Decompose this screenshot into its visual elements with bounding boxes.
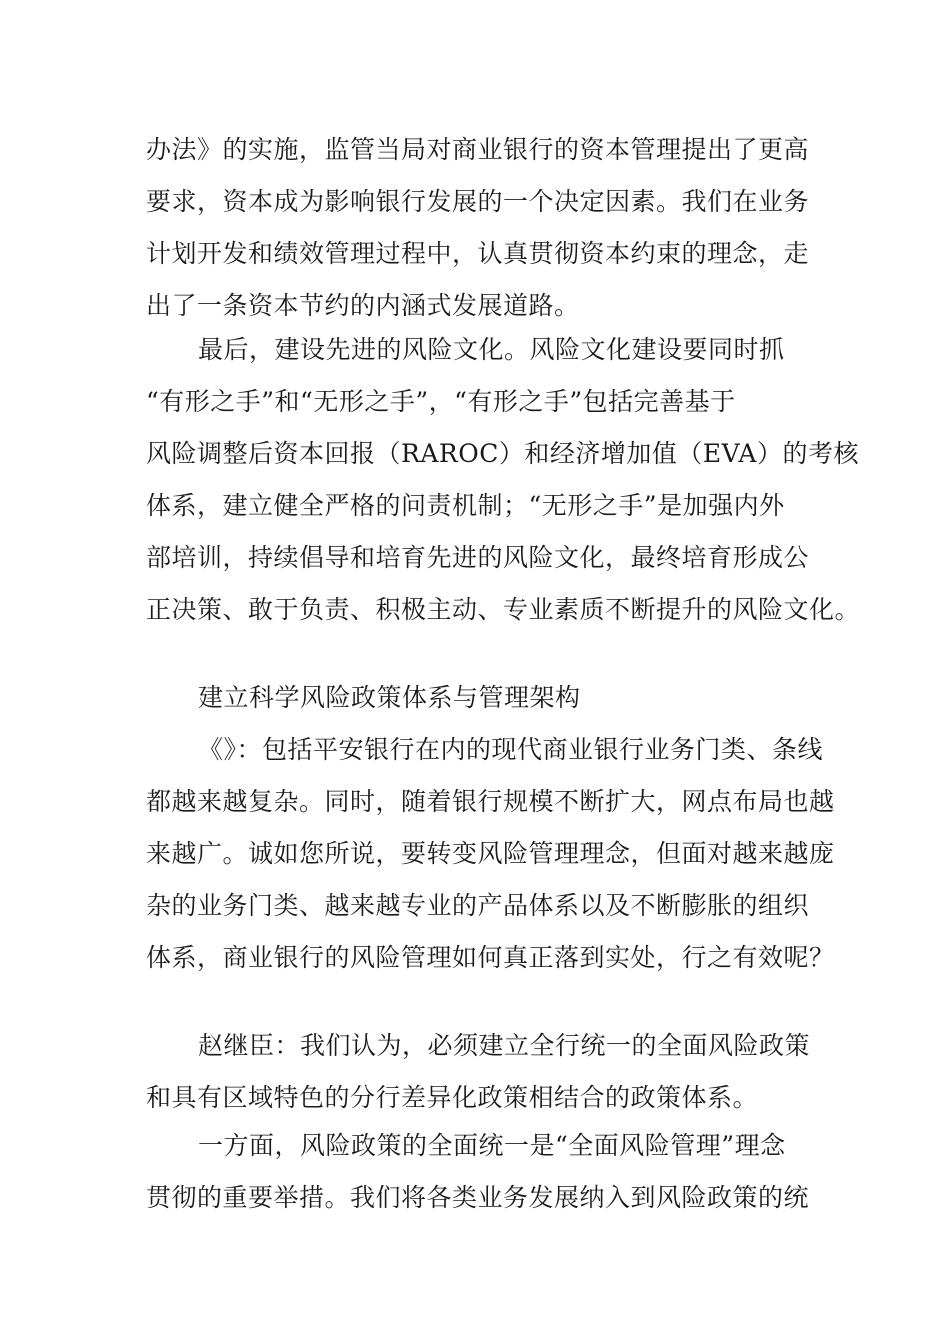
paragraph-line: 办法》的实施，监管当局对商业银行的资本管理提出了更高	[146, 135, 810, 164]
paragraph-line: 来越广。诚如您所说，要转变风险管理理念，但面对越来越庞	[146, 839, 835, 868]
paragraph-line: 最后，建设先进的风险文化。风险文化建设要同时抓	[198, 335, 785, 364]
paragraph-line: 出了一条资本节约的内涵式发展道路。	[146, 291, 580, 320]
paragraph-line: 杂的业务门类、越来越专业的产品体系以及不断膨胀的组织	[146, 891, 810, 920]
heading-text: 建立科学风险政策体系与管理架构	[198, 683, 581, 712]
paragraph-line: 赵继臣：我们认为，必须建立全行统一的全面风险政策	[198, 1031, 811, 1060]
paragraph-question	[146, 724, 835, 984]
paragraph-capital-management	[146, 124, 826, 332]
paragraph-line: “有形之手”和“无形之手”，“有形之手”包括完善基于	[146, 387, 736, 416]
paragraph-line: 计划开发和绩效管理过程中，认真贯彻资本约束的理念，走	[146, 239, 810, 268]
paragraph-line: 体系，建立健全严格的问责机制；“无形之手”是加强内外	[146, 491, 785, 520]
paragraph-line: 要求，资本成为影响银行发展的一个决定因素。我们在业务	[146, 187, 810, 216]
paragraph-line: 一方面，风险政策的全面统一是“全面风险管理”理念	[198, 1131, 786, 1160]
paragraph-line: 风险调整后资本回报（RAROC）和经济增加值（EVA）的考核	[146, 439, 859, 468]
paragraph-answer	[146, 1020, 826, 1124]
paragraph-policy-unification	[146, 1120, 826, 1224]
paragraph-line: 体系，商业银行的风险管理如何真正落到实处，行之有效呢？	[146, 943, 835, 972]
paragraph-line: 贯彻的重要举措。我们将各类业务发展纳入到风险政策的统	[146, 1183, 810, 1212]
section-heading	[146, 672, 826, 724]
paragraph-line: 部培训，持续倡导和培育先进的风险文化，最终培育形成公	[146, 543, 810, 572]
paragraph-risk-culture	[146, 324, 861, 636]
paragraph-line: 和具有区域特色的分行差异化政策相结合的政策体系。	[146, 1083, 759, 1112]
paragraph-line: 正决策、敢于负责、积极主动、专业素质不断提升的风险文化。	[146, 595, 861, 624]
paragraph-line: 《》：包括平安银行在内的现代商业银行业务门类、条线	[198, 735, 824, 764]
paragraph-line: 都越来越复杂。同时，随着银行规模不断扩大，网点布局也越	[146, 787, 835, 816]
